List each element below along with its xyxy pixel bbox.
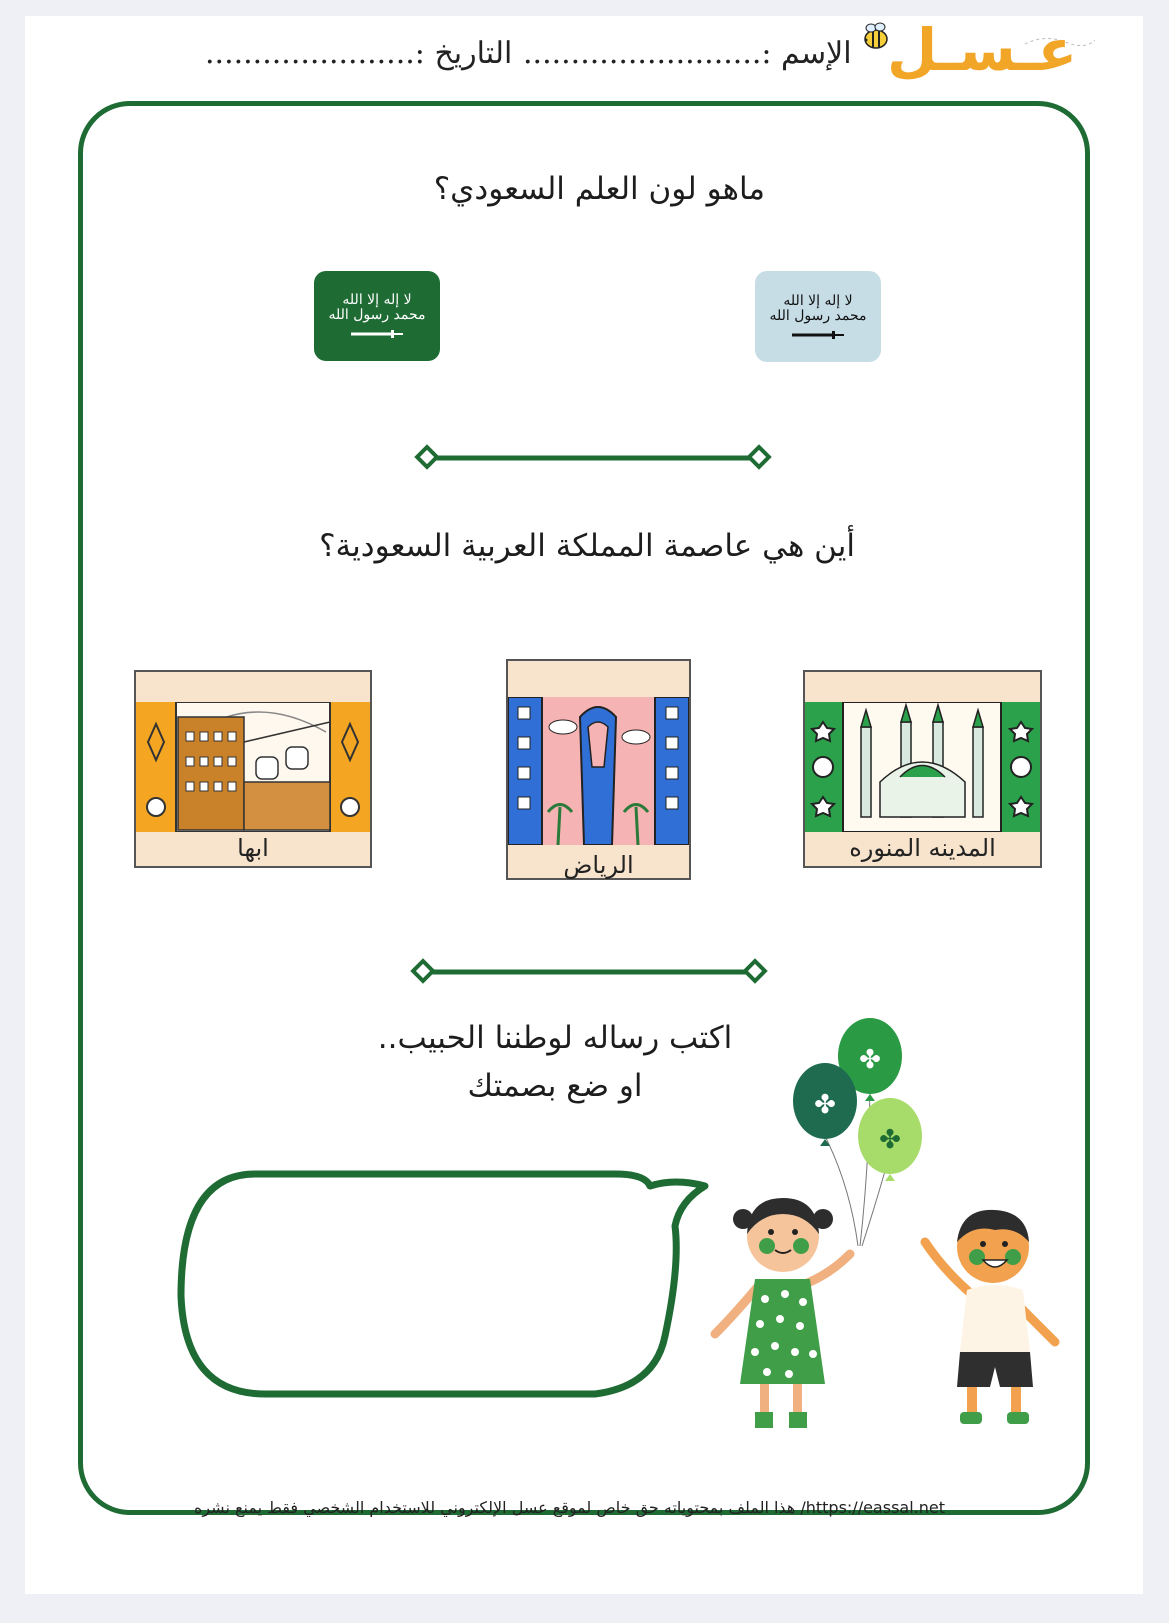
svg-text:✤: ✤	[814, 1090, 836, 1120]
name-field-label: الإسم :.........................	[523, 36, 852, 71]
bee-icon	[857, 20, 891, 54]
worksheet-page	[25, 16, 1143, 1594]
city-label: الرياض	[563, 851, 634, 879]
flag-option-lightblue[interactable]	[755, 271, 881, 362]
city-label: المدينه المنوره	[849, 834, 996, 862]
footer-copyright: https://eassal.net/ هذا الملف بمحتوياته حق خاص لموقع عسل الإلكتروني للاستخدام الشخصي فقط يمنع نشره	[193, 1498, 945, 1517]
svg-text:✤: ✤	[879, 1125, 901, 1155]
svg-text:✤: ✤	[859, 1045, 881, 1075]
section-divider	[414, 443, 774, 473]
sword-icon	[347, 329, 407, 339]
logo	[857, 16, 1078, 90]
boy-illustration	[905, 1202, 1075, 1432]
message-writing-bubble[interactable]	[175, 1166, 735, 1426]
city-card-art	[805, 702, 1040, 832]
city-card-art	[136, 702, 370, 832]
girl-illustration	[705, 1184, 865, 1434]
message-prompt-line2: او ضع بصمتك	[467, 1068, 643, 1104]
flag-question: ماهو لون العلم السعودي؟	[433, 171, 765, 207]
balloon-icon	[793, 1063, 857, 1146]
city-card-madinah[interactable]	[803, 670, 1042, 868]
city-label: ابها	[237, 834, 269, 862]
madinah-mosque-icon	[805, 702, 1040, 832]
logo-text: عـسـل	[887, 16, 1078, 84]
balloon-icon	[858, 1098, 922, 1181]
sword-icon	[788, 330, 848, 340]
flag-script: لا إله إلا الله محمد رسول الله	[769, 292, 867, 324]
message-prompt-line1: اكتب رساله لوطننا الحبيب..	[377, 1020, 733, 1056]
city-card-riyadh[interactable]	[506, 659, 691, 880]
flag-script: لا إله إلا الله محمد رسول الله	[328, 292, 426, 323]
abha-buildings-icon	[136, 702, 370, 832]
flag-option-green[interactable]	[314, 271, 440, 361]
date-field-label: التاريخ :......................	[205, 36, 513, 71]
capital-question: أين هي عاصمة المملكة العربية السعودية؟	[319, 528, 855, 564]
city-card-art	[508, 697, 689, 845]
city-card-abha[interactable]	[134, 670, 372, 868]
section-divider	[410, 957, 770, 987]
riyadh-tower-icon	[508, 697, 689, 845]
